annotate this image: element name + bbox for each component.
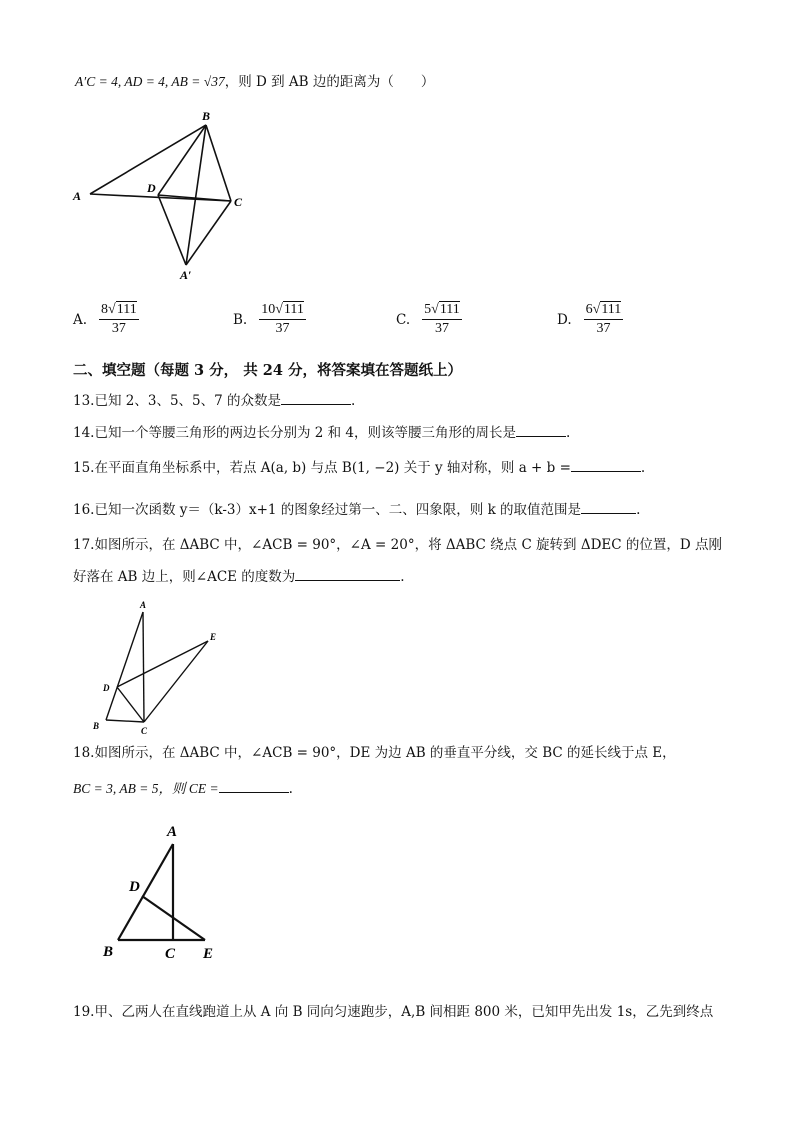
q12-label-c: C bbox=[234, 195, 243, 209]
q12-label-a-prime: A′ bbox=[180, 268, 192, 282]
section-heading: 二、填空题（每题 3 分， 共 24 分，将答案填在答题纸上） bbox=[73, 362, 463, 379]
option-d-fraction: $\frac{6√111}{37}$ bbox=[585, 302, 622, 336]
q18-line2: BC = 3, AB = 5，则 CE = . bbox=[73, 778, 293, 798]
q16-text: 16.已知一次函数 y＝（k-3）x+1 的图象经过第一、二、四象限，则 k 的取值范围是 bbox=[73, 502, 582, 518]
q18-figure bbox=[95, 820, 235, 970]
option-b[interactable] bbox=[233, 302, 306, 337]
q17-answer-blank[interactable] bbox=[295, 566, 400, 581]
q17-figure bbox=[85, 595, 225, 740]
q17-label-a: A bbox=[140, 600, 147, 610]
q15-text: 15.在平面直角坐标系中，若点 A(a, b) 与点 B(1, −2) 关于 y 轴对称，则 a + b = bbox=[73, 460, 571, 476]
q18-text2: BC = 3, AB = 5，则 CE = bbox=[73, 781, 219, 796]
q13-text: 13.已知 2、3、5、5、7 的众数是 bbox=[73, 393, 281, 409]
q14-answer-blank[interactable] bbox=[516, 422, 566, 437]
q18-label-d: D bbox=[129, 879, 140, 895]
option-d[interactable] bbox=[557, 302, 623, 337]
q12-label-b: B bbox=[202, 109, 211, 123]
q18-label-a: A bbox=[167, 824, 178, 840]
q12-figure bbox=[65, 105, 265, 285]
q17-label-b: B bbox=[93, 721, 100, 731]
q12-condition-line bbox=[75, 73, 434, 91]
option-c-letter: C. bbox=[396, 311, 411, 328]
option-a[interactable] bbox=[73, 302, 139, 337]
q17-label-d: D bbox=[103, 683, 110, 693]
option-b-letter: B. bbox=[233, 311, 248, 328]
option-d-letter: D. bbox=[557, 311, 572, 328]
q15-answer-blank[interactable] bbox=[571, 457, 641, 472]
q18-line1: 18.如图所示，在 ΔABC 中，∠ACB = 90°，DE 为边 AB 的垂直平分线，交 BC 的延长线于点 E， bbox=[73, 745, 676, 761]
q15-line: 15.在平面直角坐标系中，若点 A(a, b) 与点 B(1, −2) 关于 y 轴对称，则 a + b = . bbox=[73, 457, 645, 477]
q16-answer-blank[interactable] bbox=[581, 499, 636, 514]
q14-text: 14.已知一个等腰三角形的两边长分别为 2 和 4，则该等腰三角形的周长是 bbox=[73, 425, 517, 441]
q12-label-d: D bbox=[147, 181, 156, 195]
q17-label-c: C bbox=[141, 726, 148, 736]
q13-line: 13.已知 2、3、5、5、7 的众数是 . bbox=[73, 390, 355, 410]
option-b-fraction: $\frac{10√111}{37}$ bbox=[261, 302, 304, 336]
q18-label-c: C bbox=[165, 946, 176, 962]
option-c-fraction: $\frac{5√111}{37}$ bbox=[424, 302, 460, 336]
q16-line: 16.已知一次函数 y＝（k-3）x+1 的图象经过第一、二、四象限，则 k 的取值范围是 . bbox=[73, 499, 640, 519]
q12-question-tail: ，则 D 到 AB 边的距离为（ ） bbox=[224, 74, 435, 90]
q13-answer-blank[interactable] bbox=[281, 390, 351, 405]
q17-line1: 17.如图所示，在 ΔABC 中，∠ACB = 90°，∠A = 20°，将 ΔABC 绕点 C 旋转到 ΔDEC 的位置，D 点刚 bbox=[73, 537, 723, 553]
q12-conditions: A′C = 4, AD = 4, AB = √37 bbox=[75, 74, 225, 89]
q17-text2: 好落在 AB 边上，则∠ACE 的度数为 bbox=[73, 569, 296, 585]
q14-line: 14.已知一个等腰三角形的两边长分别为 2 和 4，则该等腰三角形的周长是 . bbox=[73, 422, 570, 442]
option-a-fraction: $\frac{8√111}{37}$ bbox=[101, 302, 137, 336]
q18-answer-blank[interactable] bbox=[219, 778, 289, 793]
q18-label-e: E bbox=[203, 946, 214, 962]
q19-line: 19.甲、乙两人在直线跑道上从 A 向 B 同向匀速跑步，A,B 间相距 800 米，已知甲先出发 1s，乙先到终点 bbox=[73, 1004, 714, 1020]
q17-label-e: E bbox=[210, 632, 217, 642]
q17-line2: 好落在 AB 边上，则∠ACE 的度数为 . bbox=[73, 566, 405, 586]
option-c[interactable] bbox=[396, 302, 462, 337]
option-a-letter: A. bbox=[73, 311, 88, 328]
q18-label-b: B bbox=[103, 944, 114, 960]
q12-label-a: A bbox=[73, 189, 82, 203]
